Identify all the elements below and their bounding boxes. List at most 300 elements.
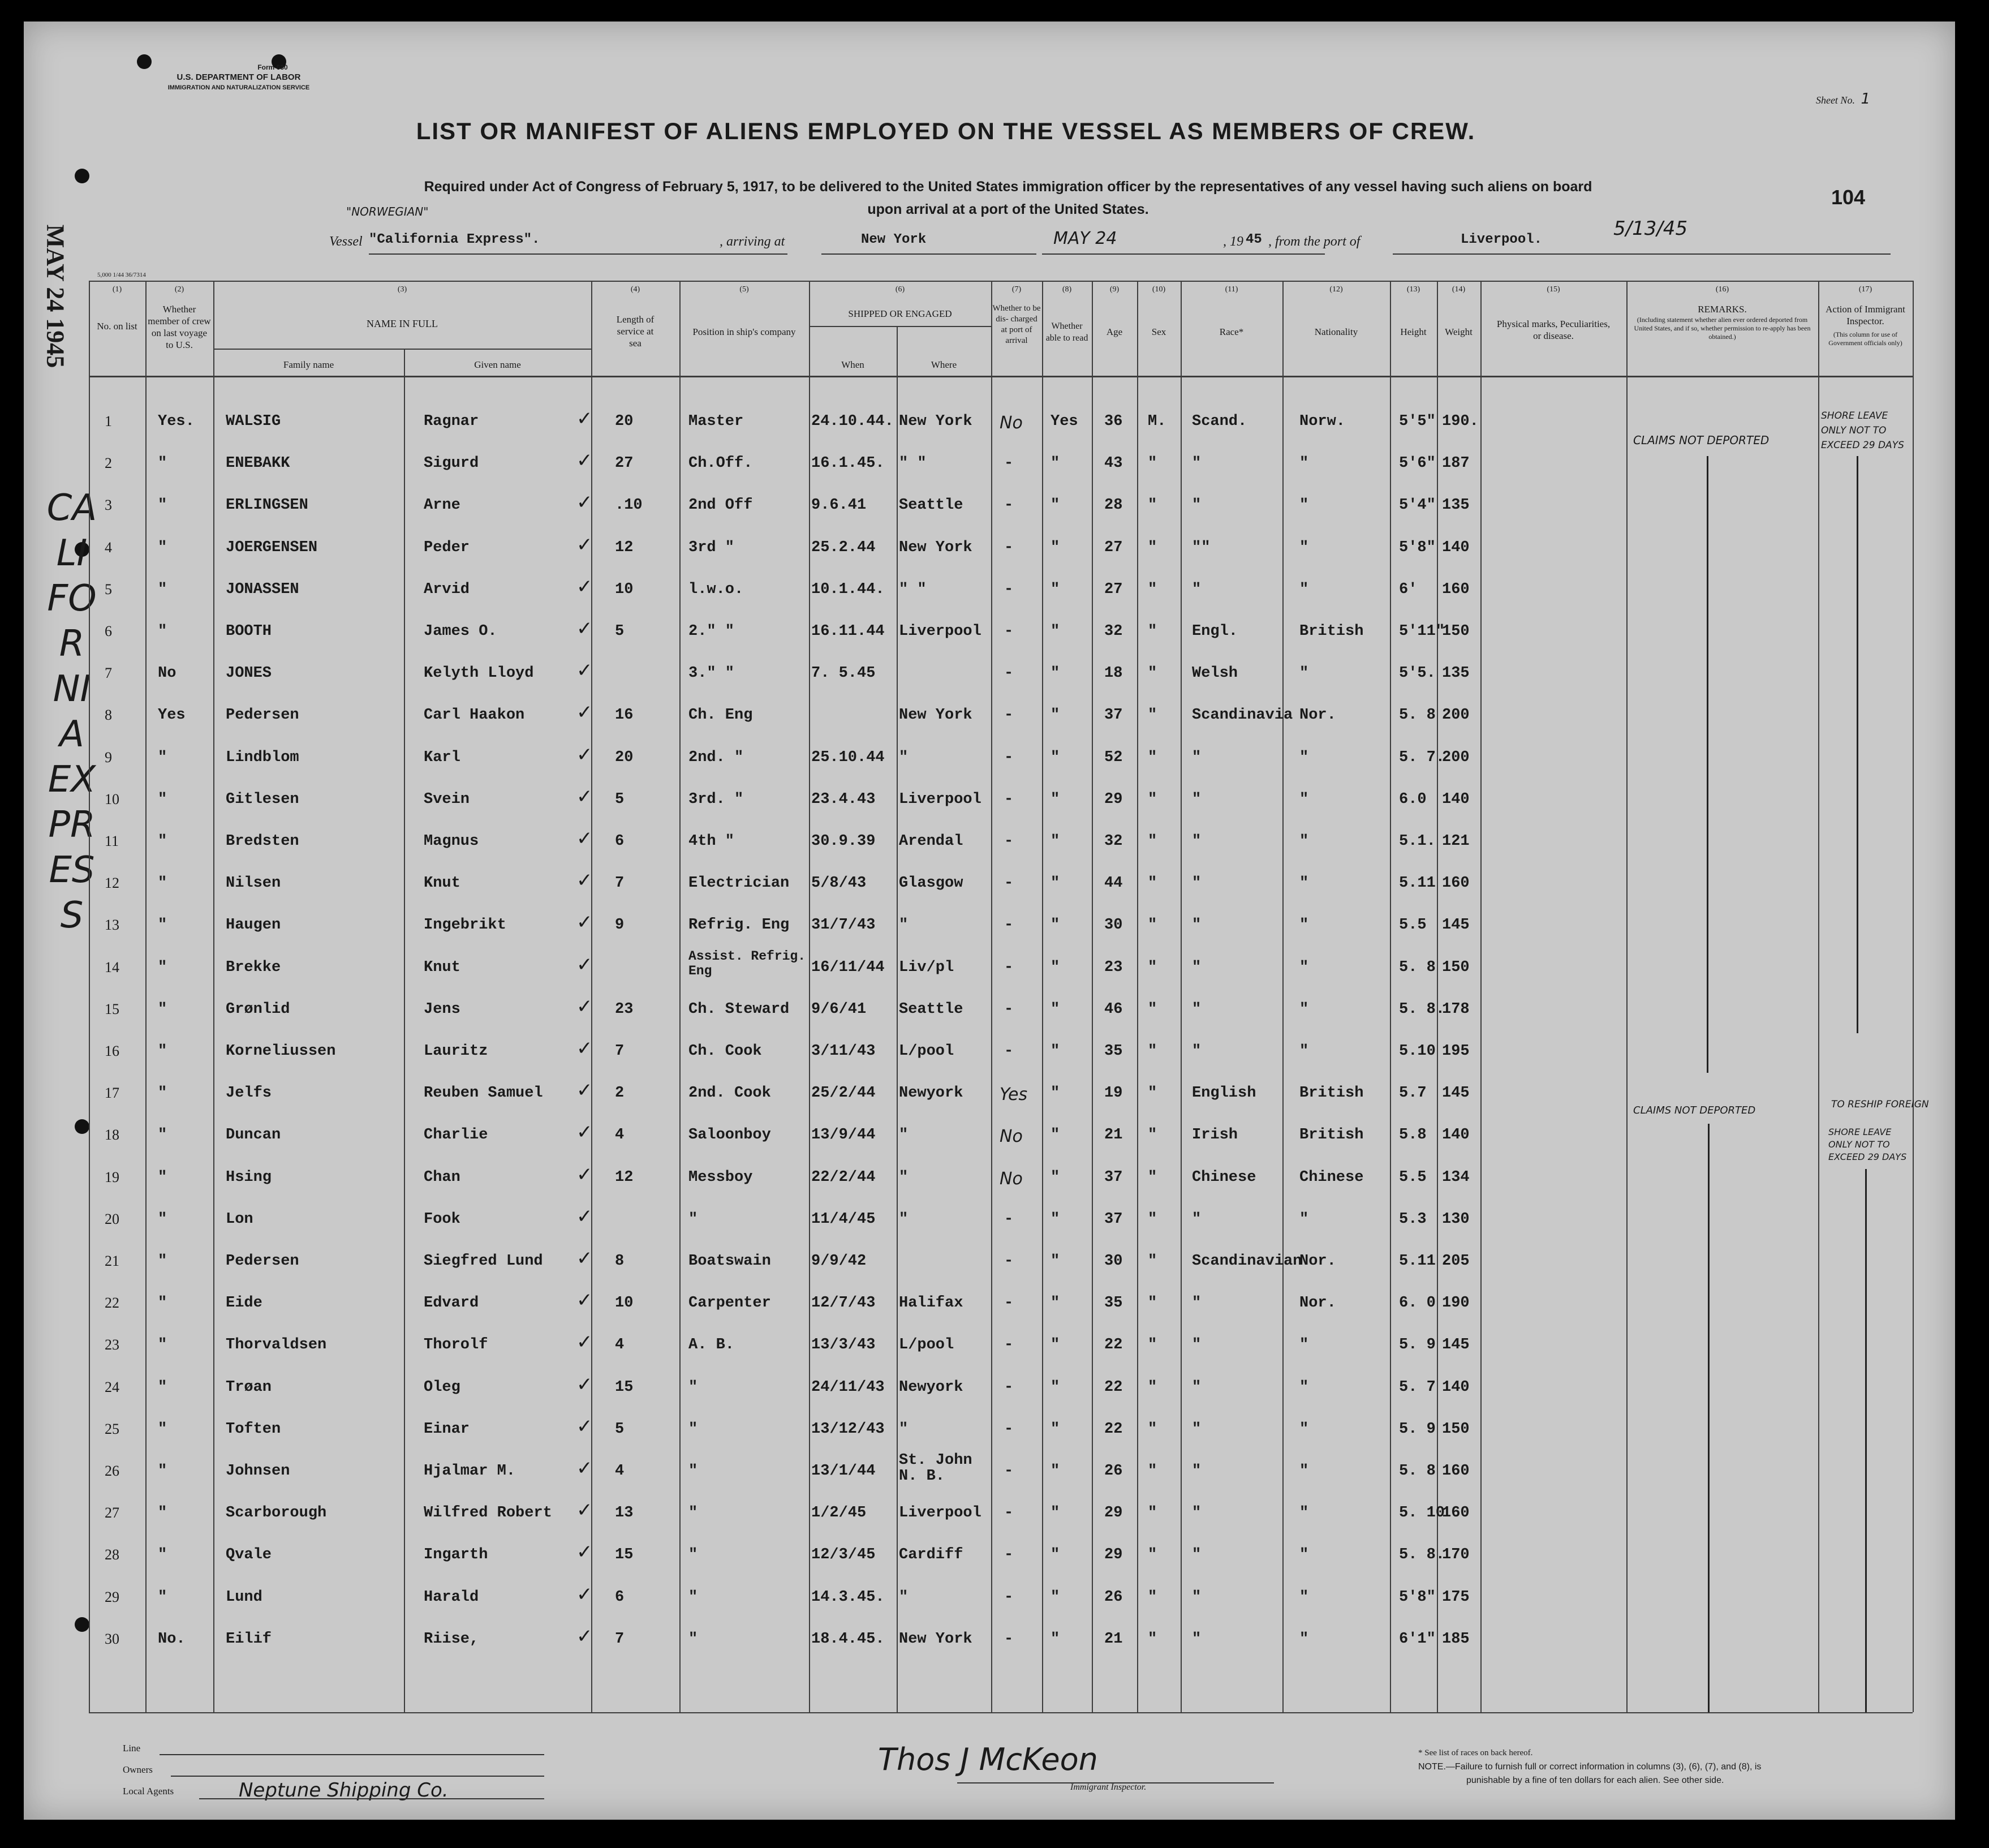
cell-n: 24 — [105, 1379, 119, 1395]
cell-family: Qvale — [226, 1546, 272, 1563]
cell-ht: 6'1" — [1399, 1631, 1436, 1648]
from-label: , from the port of — [1268, 234, 1361, 249]
cell-when: 9/9/42 — [811, 1253, 867, 1270]
table-row — [89, 614, 1913, 651]
cell-n: 12 — [105, 875, 119, 891]
cell-ht: 5. 9 — [1399, 1421, 1436, 1438]
cell-given: Magnus — [424, 833, 479, 850]
cell-when: 30.9.39 — [811, 833, 876, 850]
cell-prev: " — [158, 1421, 167, 1438]
checkmark-icon: ✓ — [576, 449, 593, 472]
note-line-1: NOTE.—Failure to furnish full or correct information in columns (3), (6), (7), and (8), is — [1418, 1762, 1762, 1772]
hdr-when: When — [841, 359, 864, 370]
cell-prev: " — [158, 791, 167, 808]
cell-dis: - — [1004, 581, 1014, 598]
cell-nat: British — [1299, 1127, 1364, 1144]
cell-race: " — [1192, 917, 1202, 934]
cell-len: 15 — [615, 1546, 634, 1563]
cell-dis: - — [1004, 1001, 1014, 1018]
arrival-date: MAY 24 — [1053, 229, 1117, 248]
cell-ht: 5.10 — [1399, 1043, 1436, 1060]
cell-read: " — [1051, 1336, 1060, 1353]
cell-age: 22 — [1104, 1379, 1123, 1396]
cell-when: 25.10.44 — [811, 749, 885, 766]
cell-where: Arendal — [899, 833, 963, 850]
manifest-footer — [97, 1742, 1908, 1815]
remarks-note-2: CLAIMS NOT DEPORTED — [1633, 1104, 1756, 1116]
cell-ht: 5. 9 — [1399, 1336, 1436, 1353]
cell-race: " — [1192, 833, 1202, 850]
from-port: Liverpool. — [1461, 232, 1543, 247]
hdr-given-name: Given name — [474, 359, 521, 370]
cell-pos: " — [688, 1421, 698, 1438]
cell-family: Lund — [226, 1589, 262, 1606]
cell-len: 10 — [615, 581, 634, 598]
cell-family: Lon — [226, 1211, 253, 1228]
cell-len: 2 — [615, 1085, 625, 1102]
cell-sex: " — [1148, 1463, 1157, 1480]
cell-family: WALSIG — [226, 413, 281, 430]
cell-nat: " — [1299, 875, 1309, 892]
cell-given: Ragnar — [424, 413, 479, 430]
cell-where: Liverpool — [899, 623, 981, 640]
cell-read: " — [1051, 1505, 1060, 1522]
table-row — [89, 698, 1913, 735]
cell-prev: " — [158, 749, 167, 766]
cell-race: " — [1192, 791, 1202, 808]
cell-prev: " — [158, 455, 167, 472]
table-row — [89, 992, 1913, 1029]
cell-dis: - — [1004, 539, 1014, 556]
cell-pos: " — [688, 1463, 698, 1480]
cell-nat: " — [1299, 749, 1309, 766]
cell-dis: - — [1004, 497, 1014, 514]
cell-wt: 135 — [1442, 665, 1470, 682]
cell-read: " — [1051, 539, 1060, 556]
cell-dis: - — [1004, 1295, 1014, 1312]
checkmark-icon: ✓ — [576, 575, 593, 598]
checkmark-icon: ✓ — [576, 744, 593, 766]
cell-age: 37 — [1104, 1211, 1123, 1228]
cell-where: L/pool — [899, 1336, 954, 1353]
cell-where: " — [899, 1421, 909, 1438]
cell-prev: " — [158, 497, 167, 514]
cell-pos: Ch. Steward — [688, 1001, 790, 1018]
cell-dis: - — [1004, 1043, 1014, 1060]
cell-n: 1 — [105, 413, 112, 429]
cell-sex: " — [1148, 1085, 1157, 1102]
cell-read: " — [1051, 1295, 1060, 1312]
cell-read: " — [1051, 581, 1060, 598]
cell-pos: Saloonboy — [688, 1127, 771, 1144]
cell-prev: Yes — [158, 707, 186, 724]
cell-n: 15 — [105, 1001, 119, 1017]
cell-ht: 5'5" — [1399, 413, 1436, 430]
cell-sex: " — [1148, 455, 1157, 472]
cell-family: ERLINGSEN — [226, 497, 308, 514]
cell-prev: " — [158, 1546, 167, 1563]
cell-sex: " — [1148, 1043, 1157, 1060]
checkmark-icon: ✓ — [576, 1373, 593, 1396]
cell-sex: " — [1148, 917, 1157, 934]
cell-wt: 190. — [1442, 413, 1479, 430]
cell-ht: 5. 8. — [1399, 1001, 1445, 1018]
cell-len: .10 — [615, 497, 643, 514]
cell-age: 37 — [1104, 707, 1123, 724]
cell-prev: " — [158, 1085, 167, 1102]
cell-sex: " — [1148, 875, 1157, 892]
cell-wt: 200 — [1442, 707, 1470, 724]
cell-race: " — [1192, 1211, 1202, 1228]
cell-family: Trøan — [226, 1379, 272, 1396]
table-row — [89, 530, 1913, 568]
cell-family: Korneliussen — [226, 1043, 336, 1060]
cell-wt: 150 — [1442, 1421, 1470, 1438]
cell-n: 5 — [105, 581, 112, 598]
cell-n: 8 — [105, 707, 112, 723]
cell-given: Carl Haakon — [424, 707, 525, 724]
cell-nat: " — [1299, 1589, 1309, 1606]
cell-len: 6 — [615, 1589, 625, 1606]
cell-pos: " — [688, 1379, 698, 1396]
cell-read: " — [1051, 1631, 1060, 1648]
table-row — [89, 1034, 1913, 1071]
col-num-13: (13) — [1406, 285, 1420, 294]
cell-race: "" — [1192, 539, 1211, 556]
cell-nat: " — [1299, 1211, 1309, 1228]
hdr-position: Position in ship's company — [692, 326, 796, 337]
hdr-weight: Weight — [1445, 326, 1473, 337]
cell-when: 16/11/44 — [811, 959, 885, 976]
manifest-sheet — [24, 22, 1955, 1820]
cell-sex: " — [1148, 1589, 1157, 1606]
cell-n: 11 — [105, 833, 119, 849]
cell-prev: " — [158, 1589, 167, 1606]
cell-nat: " — [1299, 581, 1309, 598]
cell-family: Pedersen — [226, 707, 299, 724]
cell-given: Knut — [424, 959, 460, 976]
stamp-date: MAY 24 1945 — [41, 224, 70, 368]
cell-dis: - — [1004, 665, 1014, 682]
cell-len: 5 — [615, 623, 625, 640]
table-row — [89, 1160, 1913, 1197]
cell-family: Toften — [226, 1421, 281, 1438]
cell-age: 37 — [1104, 1169, 1123, 1186]
cell-race: " — [1192, 1546, 1202, 1563]
cell-age: 26 — [1104, 1589, 1123, 1606]
cell-read: " — [1051, 833, 1060, 850]
cell-nat: " — [1299, 1463, 1309, 1480]
cell-given: Svein — [424, 791, 470, 808]
cell-family: Haugen — [226, 917, 281, 934]
sheet-no-value: 1 — [1861, 91, 1870, 108]
cell-family: Duncan — [226, 1127, 281, 1144]
cell-n: 21 — [105, 1253, 119, 1269]
cell-pos: 2nd. Cook — [688, 1085, 771, 1102]
hdr-race: Race* — [1219, 326, 1244, 337]
subtitle-line-2: upon arrival at a port of the United States. — [867, 201, 1149, 217]
cell-race: " — [1192, 1631, 1202, 1648]
cell-wt: 134 — [1442, 1169, 1470, 1186]
cell-age: 36 — [1104, 413, 1123, 430]
cell-pos: Refrig. Eng — [688, 917, 790, 934]
cell-where: Newyork — [899, 1085, 963, 1102]
col-num-17: (17) — [1858, 285, 1872, 294]
cell-n: 2 — [105, 455, 112, 471]
cell-family: Nilsen — [226, 875, 281, 892]
cell-where: New York — [899, 707, 972, 724]
cell-given: Thorolf — [424, 1336, 488, 1353]
cell-prev: " — [158, 833, 167, 850]
cell-wt: 145 — [1442, 1085, 1470, 1102]
cell-family: Grønlid — [226, 1001, 290, 1018]
cell-when: 3/11/43 — [811, 1043, 876, 1060]
cell-nat: " — [1299, 1043, 1309, 1060]
checkmark-icon: ✓ — [576, 1625, 593, 1648]
cell-prev: " — [158, 539, 167, 556]
cell-pos: Assist. Refrig. Eng — [688, 949, 806, 978]
agents-value: Neptune Shipping Co. — [239, 1779, 449, 1802]
cell-given: Hjalmar M. — [424, 1463, 516, 1480]
cell-read: " — [1051, 497, 1060, 514]
cell-wt: 190 — [1442, 1295, 1470, 1312]
cell-family: Hsing — [226, 1169, 272, 1186]
cell-n: 6 — [105, 623, 112, 639]
cell-race: " — [1192, 1463, 1202, 1480]
cell-prev: No — [158, 665, 176, 682]
cell-read: " — [1051, 791, 1060, 808]
cell-wt: 140 — [1442, 539, 1470, 556]
cell-n: 13 — [105, 917, 119, 933]
cell-where: St. John N. B. — [899, 1452, 972, 1485]
cell-read: Yes — [1051, 413, 1078, 430]
cell-wt: 140 — [1442, 791, 1470, 808]
cell-where: Newyork — [899, 1379, 963, 1396]
cell-when: 9.6.41 — [811, 497, 867, 514]
cell-len: 5 — [615, 1421, 625, 1438]
cell-age: 29 — [1104, 1546, 1123, 1563]
cell-age: 46 — [1104, 1001, 1123, 1018]
cell-dis: - — [1004, 1589, 1014, 1606]
action-note-2: TO RESHIP FOREIGN — [1831, 1099, 1929, 1110]
cell-age: 29 — [1104, 1505, 1123, 1522]
cell-n: 10 — [105, 791, 119, 807]
checkmark-icon: ✓ — [576, 1415, 593, 1438]
sheet-label: Sheet No. — [1815, 94, 1855, 106]
cell-given: Einar — [424, 1421, 470, 1438]
cell-sex: " — [1148, 1546, 1157, 1563]
cell-read: " — [1051, 1379, 1060, 1396]
cell-wt: 205 — [1442, 1253, 1470, 1270]
cell-sex: " — [1148, 833, 1157, 850]
checkmark-icon: ✓ — [576, 617, 593, 640]
cell-read: " — [1051, 1253, 1060, 1270]
cell-wt: 140 — [1442, 1379, 1470, 1396]
cell-ht: 5'8" — [1399, 539, 1436, 556]
cell-pos: Electrician — [688, 875, 790, 892]
cell-dis: - — [1004, 707, 1014, 724]
cell-prev: " — [158, 1001, 167, 1018]
service-name: IMMIGRATION AND NATURALIZATION SERVICE — [167, 84, 310, 91]
cell-when: 16.11.44 — [811, 623, 885, 640]
cell-nat: Nor. — [1299, 707, 1336, 724]
table-row — [89, 1202, 1913, 1239]
checkmark-icon: ✓ — [576, 1163, 593, 1186]
col-num-2: (2) — [174, 285, 184, 294]
cell-len: 27 — [615, 455, 634, 472]
checkmark-icon: ✓ — [576, 785, 593, 808]
cell-read: " — [1051, 1546, 1060, 1563]
cell-pos: Master — [688, 413, 744, 430]
cell-ht: 5.11 — [1399, 1253, 1436, 1270]
cell-when: 9/6/41 — [811, 1001, 867, 1018]
cell-age: 22 — [1104, 1336, 1123, 1353]
cell-given: Harald — [424, 1589, 479, 1606]
cell-given: Ingarth — [424, 1546, 488, 1563]
cell-race: " — [1192, 1336, 1202, 1353]
cell-len: 23 — [615, 1001, 634, 1018]
table-row — [89, 656, 1913, 693]
cell-dis: - — [1004, 917, 1014, 934]
cell-family: BOOTH — [226, 623, 272, 640]
cell-nat: British — [1299, 623, 1364, 640]
hdr-no-on-list: No. on list — [97, 321, 137, 332]
cell-where: " — [899, 1211, 909, 1228]
cell-family: ENEBAKK — [226, 455, 290, 472]
cell-dis: - — [1004, 623, 1014, 640]
cell-read: " — [1051, 1085, 1060, 1102]
cell-pos: 3rd. " — [688, 791, 744, 808]
cell-dis: - — [1004, 1253, 1014, 1270]
cell-family: Eilif — [226, 1631, 272, 1648]
cell-race: " — [1192, 749, 1202, 766]
cell-where: " " — [899, 455, 927, 472]
cell-ht: 5'5. — [1399, 665, 1436, 682]
line-label: Line — [123, 1743, 141, 1754]
cell-prev: " — [158, 1127, 167, 1144]
hdr-physical-marks: Physical marks, Peculiarities, or disease. — [1496, 319, 1611, 341]
cell-prev: " — [158, 1169, 167, 1186]
col-num-8: (8) — [1062, 285, 1072, 294]
cell-when: 16.1.45. — [811, 455, 885, 472]
cell-ht: 5. 8 — [1399, 959, 1436, 976]
cell-sex: " — [1148, 623, 1157, 640]
cell-where: New York — [899, 1631, 972, 1648]
cell-len: 6 — [615, 833, 625, 850]
cell-where: " — [899, 1589, 909, 1606]
cell-age: 26 — [1104, 1463, 1123, 1480]
cell-when: 11/4/45 — [811, 1211, 876, 1228]
cell-where: Halifax — [899, 1295, 963, 1312]
cell-sex: " — [1148, 497, 1157, 514]
cell-sex: " — [1148, 665, 1157, 682]
cell-len: 16 — [615, 707, 634, 724]
cell-prev: " — [158, 581, 167, 598]
cell-ht: 5.5 — [1399, 917, 1427, 934]
cell-read: " — [1051, 665, 1060, 682]
cell-pos: 2nd. " — [688, 749, 744, 766]
cell-where: " — [899, 749, 909, 766]
cell-nat: " — [1299, 1001, 1309, 1018]
cell-pos: 2nd Off — [688, 497, 753, 514]
cell-given: Riise, — [424, 1631, 479, 1648]
cell-when: 25/2/44 — [811, 1085, 876, 1102]
hdr-name-in-full: NAME IN FULL — [367, 318, 438, 329]
cell-pos: Ch. Cook — [688, 1043, 762, 1060]
cell-where: " — [899, 1169, 909, 1186]
page-number: 104 — [1831, 186, 1866, 209]
table-row — [89, 1537, 1913, 1575]
table-row — [89, 908, 1913, 945]
cell-wt: 178 — [1442, 1001, 1470, 1018]
cell-race: Scandinavia — [1192, 707, 1293, 724]
cell-nat: Chinese — [1299, 1169, 1364, 1186]
cell-when: 24/11/43 — [811, 1379, 885, 1396]
hdr-length-of-service: Length of service at sea — [616, 314, 655, 349]
action-bracket-2 — [1865, 1169, 1867, 1712]
handwritten-date: 5/13/45 — [1613, 217, 1688, 240]
cell-n: 14 — [105, 959, 119, 975]
checkmark-icon: ✓ — [576, 869, 593, 892]
checkmark-icon: ✓ — [576, 1331, 593, 1353]
cell-n: 28 — [105, 1546, 119, 1563]
cell-family: Johnsen — [226, 1463, 290, 1480]
cell-n: 29 — [105, 1589, 119, 1605]
cell-family: Scarborough — [226, 1505, 327, 1522]
cell-dis: - — [1004, 833, 1014, 850]
cell-ht: 5. 7. — [1399, 749, 1445, 766]
cell-wt: 170 — [1442, 1546, 1470, 1563]
checkmark-icon: ✓ — [576, 1457, 593, 1480]
cell-nat: " — [1299, 1631, 1309, 1648]
cell-prev: " — [158, 1463, 167, 1480]
hdr-shipped-engaged: SHIPPED OR ENGAGED — [848, 308, 952, 319]
cell-pos: 2." " — [688, 623, 735, 640]
checkmark-icon: ✓ — [576, 1499, 593, 1522]
checkmark-icon: ✓ — [576, 659, 593, 682]
punch-hole — [75, 1617, 89, 1632]
cell-prev: " — [158, 1295, 167, 1312]
cell-sex: " — [1148, 1127, 1157, 1144]
cell-family: JOERGENSEN — [226, 539, 318, 556]
department: U.S. DEPARTMENT OF LABOR — [176, 72, 301, 82]
cell-dis: - — [1004, 1379, 1014, 1396]
cell-age: 29 — [1104, 791, 1123, 808]
cell-race: " — [1192, 1589, 1202, 1606]
cell-given: Sigurd — [424, 455, 479, 472]
col-num-10: (10) — [1152, 285, 1166, 294]
cell-len: 7 — [615, 1043, 625, 1060]
hdr-action: Action of Immigrant Inspector. — [1826, 304, 1905, 326]
receipt-stamp — [33, 135, 78, 452]
cell-read: " — [1051, 1001, 1060, 1018]
cell-len: 12 — [615, 1169, 634, 1186]
cell-pos: 3." " — [688, 665, 735, 682]
cell-ht: 5'6" — [1399, 455, 1436, 472]
cell-where: Seattle — [899, 497, 963, 514]
cell-race: " — [1192, 581, 1202, 598]
cell-race: " — [1192, 1379, 1202, 1396]
table-row — [89, 1327, 1913, 1365]
cell-nat: " — [1299, 1505, 1309, 1522]
cell-race: " — [1192, 497, 1202, 514]
cell-age: 35 — [1104, 1043, 1123, 1060]
cell-dis: - — [1004, 455, 1014, 472]
cell-where: " " — [899, 581, 927, 598]
cell-wt: 200 — [1442, 749, 1470, 766]
cell-dis: - — [1004, 1336, 1014, 1353]
cell-age: 21 — [1104, 1631, 1123, 1648]
